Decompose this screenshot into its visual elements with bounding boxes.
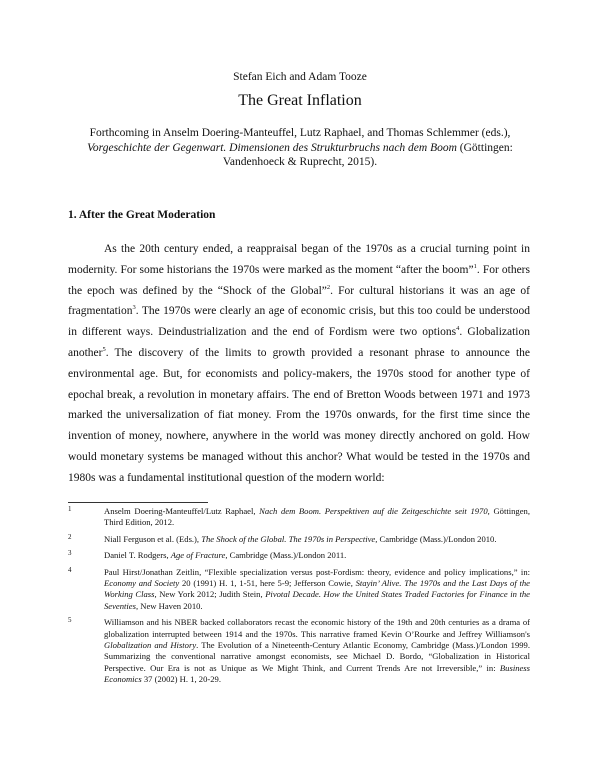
footnote-number: 5 bbox=[68, 616, 72, 625]
footnote-text: , Cambridge (Mass.)/London 2011. bbox=[225, 550, 347, 561]
footnote-title: Nach dem Boom. Perspektiven auf die Zeitgeschichte seit 1970 bbox=[259, 506, 488, 516]
footnote-title: Age of Fracture bbox=[170, 550, 226, 561]
footnote-ref[interactable]: 1 bbox=[473, 262, 477, 270]
footnote-ref[interactable]: 2 bbox=[326, 283, 331, 291]
footnote-3 bbox=[68, 550, 530, 561]
paper-title: The Great Inflation bbox=[238, 92, 362, 109]
footnote-text: , New Haven 2010. bbox=[135, 600, 203, 611]
body-paragraph bbox=[68, 239, 530, 489]
body-text-segment: . The 1970s were clearly an age of economic crisis, but this too could be understood in different ways. Deindustrialization and the end of Fordism were two options bbox=[68, 305, 530, 339]
footnote-title: Stayin’ Alive. The 1970s and the Last Days of the Working Class bbox=[104, 578, 530, 600]
footnote-text: Daniel T. Rodgers, bbox=[104, 550, 171, 561]
footnote-text: , New York 2012; Judith Stein, bbox=[154, 589, 266, 600]
footnote-ref[interactable]: 5 bbox=[102, 346, 106, 354]
footnote-text: Niall Ferguson et al. (Eds.), bbox=[104, 533, 202, 544]
footnote-title: The Shock of the Global. The 1970s in Perspective bbox=[201, 533, 376, 544]
footnote-number: 3 bbox=[68, 549, 72, 558]
footnotes bbox=[68, 506, 530, 691]
publication-note bbox=[60, 126, 540, 170]
publication-publisher: (Göttingen: Vandenhoeck & Ruprecht, 2015). bbox=[222, 141, 513, 168]
footnote-number: 2 bbox=[68, 532, 72, 541]
footnote-number: 1 bbox=[68, 505, 72, 513]
footnote-2 bbox=[68, 534, 530, 545]
footnote-title: Economy and Society bbox=[104, 578, 180, 589]
footnote-title: Globalization and History bbox=[104, 640, 197, 651]
footnote-5 bbox=[68, 617, 530, 685]
footnote-text: 37 (2002) H. 1, 20-29. bbox=[141, 674, 221, 685]
body-text-segment: . For others the epoch was defined by the “Shock of the Global” bbox=[68, 263, 530, 297]
body-text-segment: . Globalization another bbox=[68, 326, 530, 359]
footnote-ref[interactable]: 3 bbox=[132, 304, 136, 312]
footnote-number: 4 bbox=[68, 565, 72, 574]
body-text-segment: . The discovery of the limits to growth provided a resonant phrase to announce the environmental age. But, for economists and policy-makers, the 1970s stood for another type of epochal break, a revolution in monetary affairs. The end of Bretton Woods between 1971 and 1973 marked the universalization of fiat money. From the 1970s onwards, for the first time since the invention of money, nowhere, anywhere in the world was money directly anchored on gold. How would monetary systems be managed without this anchor? What would be tested in the 1970s and 1980s was a fundamental institutional question of the modern world: bbox=[68, 346, 530, 484]
publication-editors: Forthcoming in Anselm Doering-Manteuffel, Lutz Raphael, and Thomas Schlemmer (eds.), bbox=[89, 127, 511, 139]
body-text-segment: . For cultural historians it was an age of fragmentation bbox=[68, 284, 530, 318]
footnote-text: . The Evolution of a Nineteenth-Century Atlantic Economy, Cambridge (Mass.)/London 1999. Summarizing the conventional narrative amongst economists, see Michael D. Bordo, “Globalization in Historical Perspective. Our Era is not as Unique as We Might Think, and Current Trends Are not Irreversible,” in: bbox=[104, 640, 530, 673]
footnote-1 bbox=[68, 506, 530, 529]
footnote-4 bbox=[68, 567, 530, 613]
footnote-text: Paul Hirst/Jonathan Zeitlin, “Flexible specialization versus post-Fordism: theory, evidence and policy implications,” in: bbox=[104, 566, 530, 577]
footnote-text: 20 (1991) H. 1, 1-51, here 5-9; Jefferson Cowie, bbox=[179, 578, 356, 589]
author-line: Stefan Eich and Adam Tooze bbox=[233, 71, 367, 83]
body-text-segment: As the 20th century ended, a reappraisal began of the 1970s as a crucial turning point in modernity. For some historians the 1970s were marked as the moment “after the boom” bbox=[68, 243, 530, 276]
footnote-title: Business Economics bbox=[104, 662, 530, 685]
footnote-text: , Cambridge (Mass.)/London 2010. bbox=[375, 533, 497, 544]
footnote-ref[interactable]: 4 bbox=[456, 325, 460, 333]
footnote-separator bbox=[68, 502, 208, 503]
footnote-text: , Göttingen, Third Edition, 2012. bbox=[104, 506, 530, 528]
footnote-title: Pivotal Decade. How the United States Traded Factories for Finance in the Seventies bbox=[104, 589, 531, 611]
publication-book-title: Vorgeschichte der Gegenwart. Dimensionen des Strukturbruchs nach dem Boom bbox=[87, 141, 457, 154]
footnote-text: Williamson and his NBER backed collaborators recast the economic history of the 19th and 20th centuries as a drama of globalization interrupted between 1914 and the 1970s. This narrative framed Kevin O’Rourke and Jeffrey Williamson's bbox=[104, 617, 530, 639]
footnote-text: Anselm Doering-Manteuffel/Lutz Raphael, bbox=[104, 506, 260, 516]
section-heading: 1. After the Great Moderation bbox=[68, 209, 216, 221]
